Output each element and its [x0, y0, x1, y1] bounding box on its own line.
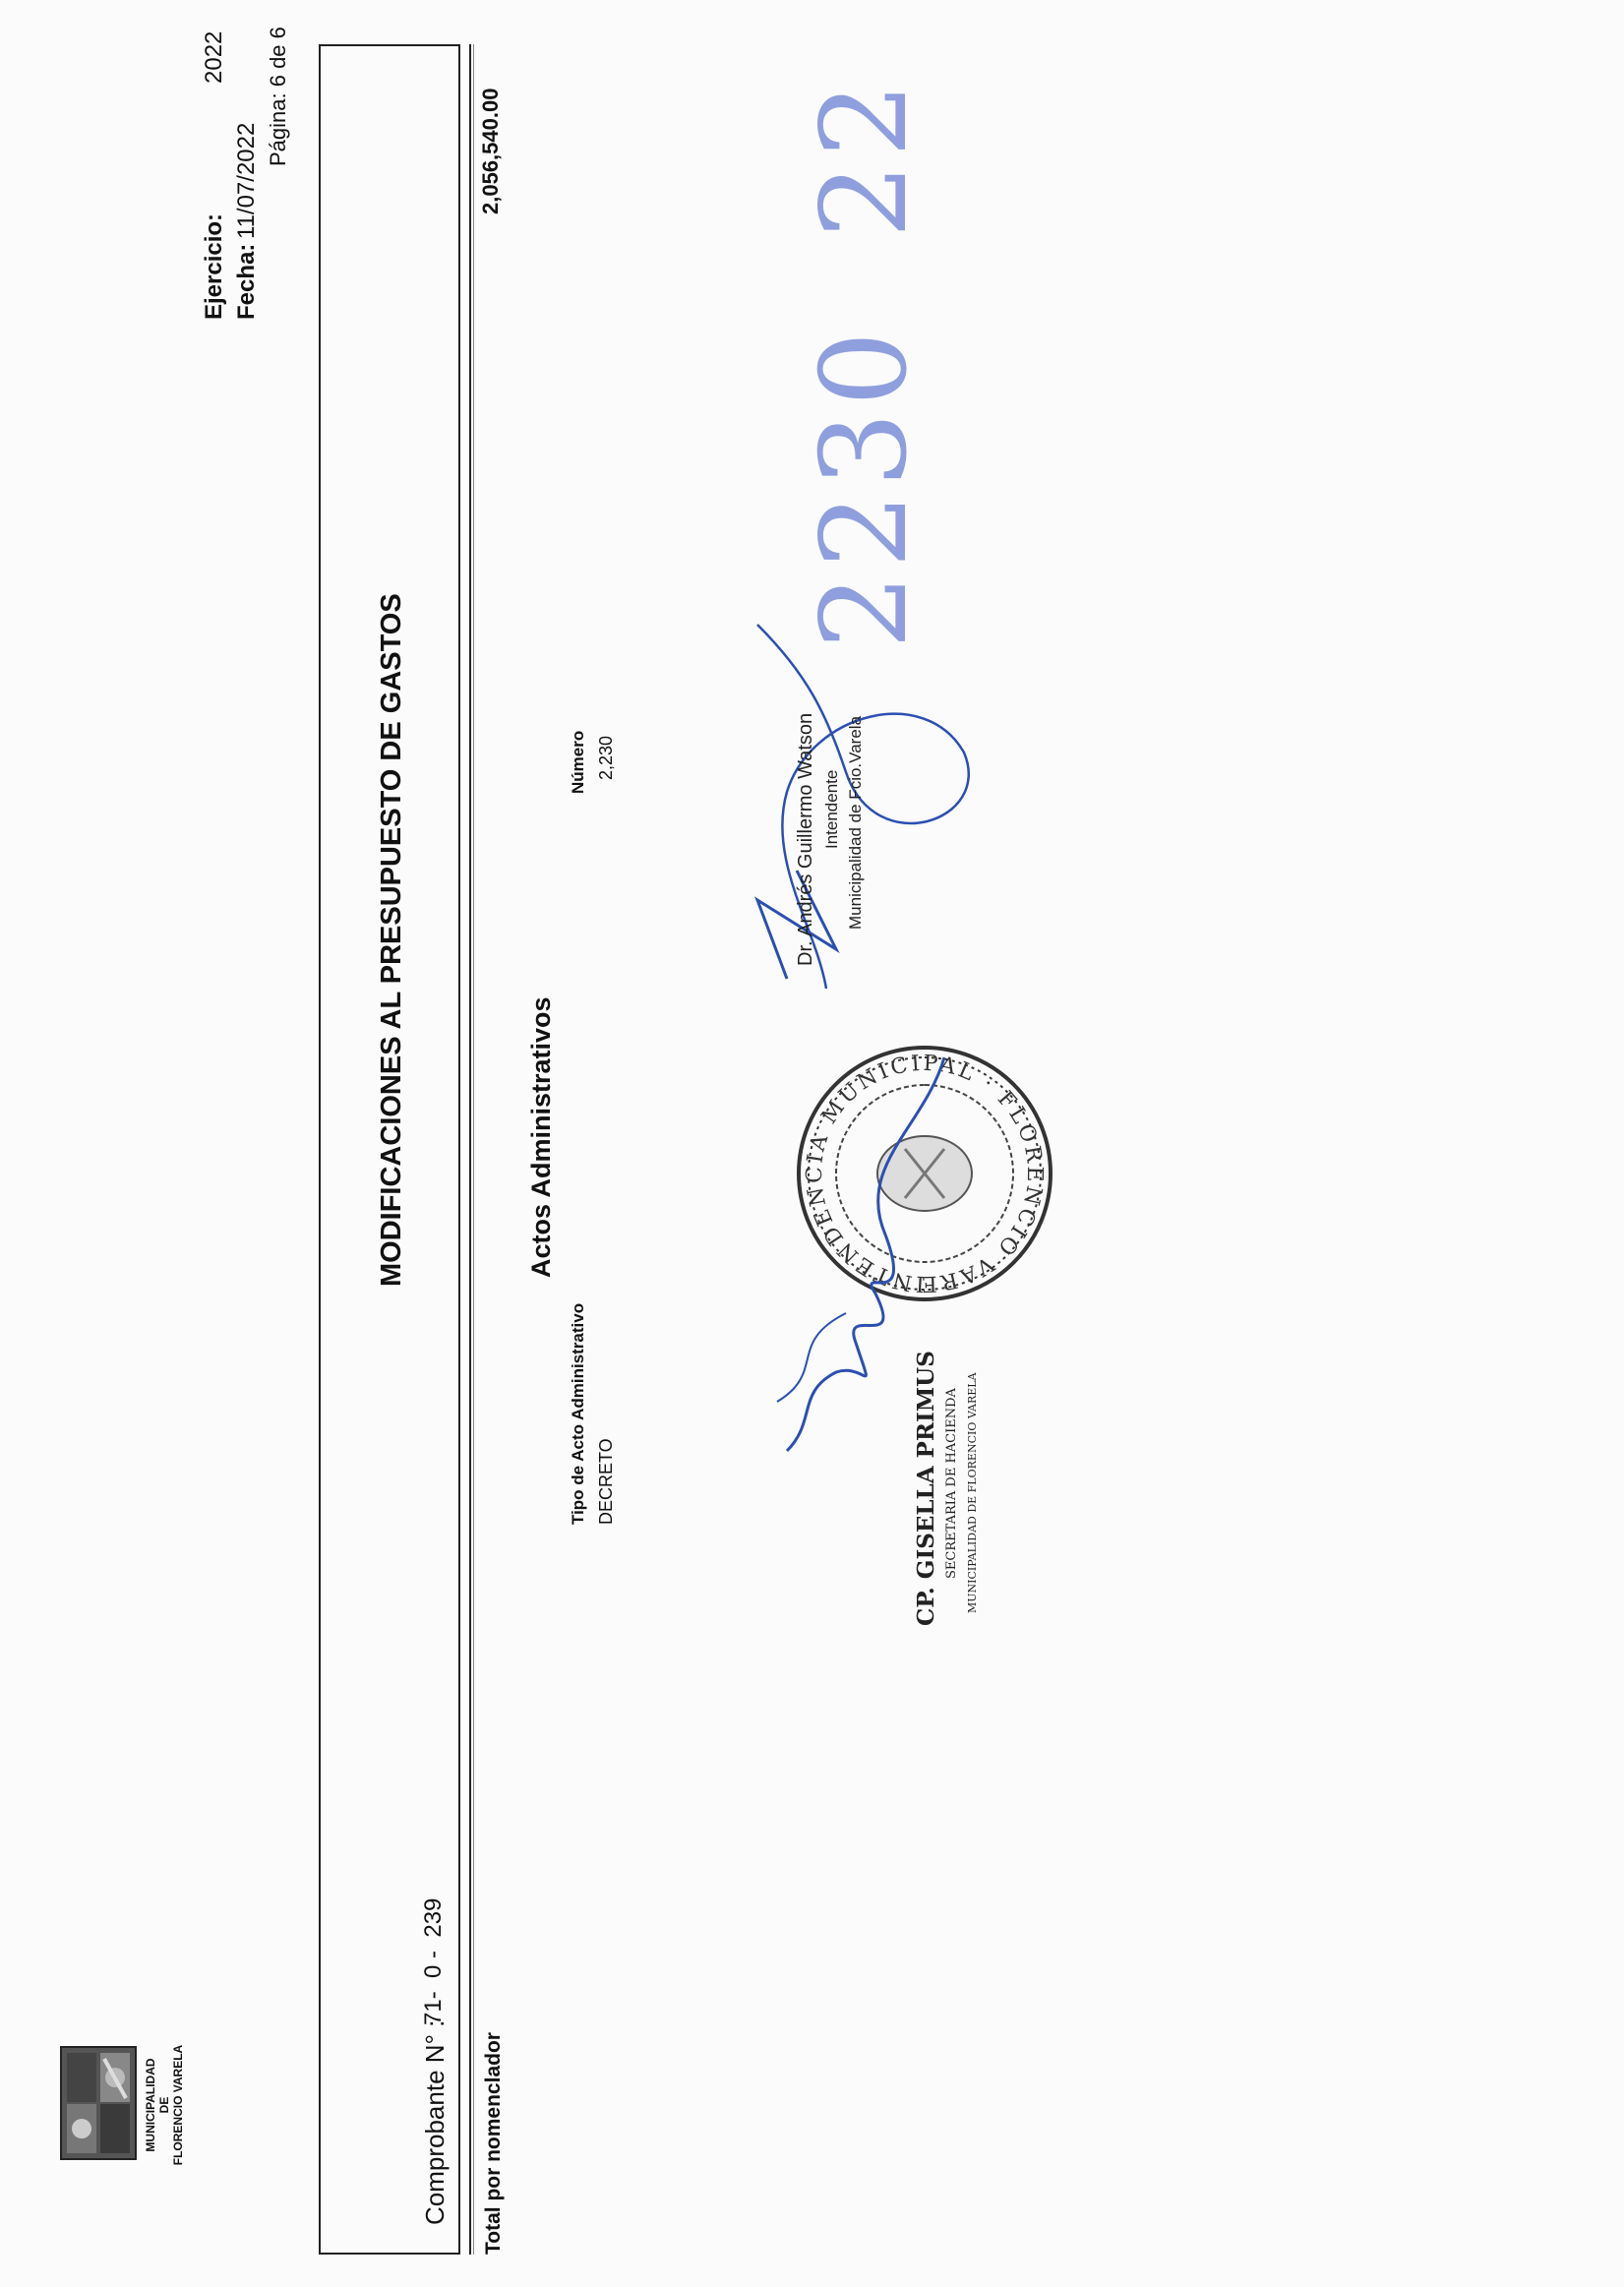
signer-left-org: MUNICIPALIDAD DE FLORENCIO VARELA — [966, 1372, 979, 1613]
comprobante-label: Comprobante N° : — [420, 2019, 450, 2225]
total-value: 2,056,540.00 — [478, 88, 503, 214]
col-header-numero: Número — [569, 730, 587, 794]
municipal-logo — [59, 2045, 138, 2161]
signer-left-role: SECRETARIA DE HACIENDA — [944, 1388, 959, 1579]
fecha-label: Fecha: — [233, 243, 260, 320]
seal-text: INTENDENCIA MUNICIPAL · FLORENCIO VARELA — [758, 1051, 1048, 1331]
total-rule — [469, 44, 471, 2255]
signer-right-org: Municipalidad de Fcio.Varela — [846, 715, 865, 930]
logo-caption — [144, 2016, 185, 2194]
total-rule-thin — [473, 44, 474, 2255]
logo-line-2: DE — [157, 2096, 171, 2114]
coat-of-arms-icon — [59, 2045, 138, 2161]
fecha-value: 11/07/2022 — [233, 122, 260, 239]
total-label: Total por nomenclador — [482, 2032, 505, 2255]
logo-line-1: MUNICIPALIDAD — [144, 2058, 157, 2152]
ejercicio-label: Ejercicio: — [201, 212, 227, 320]
acto-row-numero: 2,230 — [596, 735, 616, 780]
signer-left-name: CP. GISELLA PRIMUS — [913, 1351, 939, 1626]
acto-row-tipo: DECRETO — [596, 1438, 616, 1525]
signer-right-name: Dr. Andrés Guillermo Watson — [795, 712, 816, 966]
actos-heading: Actos Administrativos — [526, 996, 556, 1278]
col-header-tipo: Tipo de Acto Administrativo — [569, 1302, 587, 1525]
comprobante-value: 71- 0 - 239 — [420, 1897, 447, 2025]
signer-right-role: Intendente — [822, 769, 841, 849]
decree-stamp-number: 2230 22 — [797, 76, 933, 649]
ejercicio-value: 2022 — [201, 30, 227, 84]
pagina-indicator: Página: 6 de 6 — [266, 27, 290, 166]
page-title: MODIFICACIONES AL PRESUPUESTO DE GASTOS — [376, 593, 407, 1287]
logo-line-3: FLORENCIO VARELA — [171, 2044, 185, 2166]
